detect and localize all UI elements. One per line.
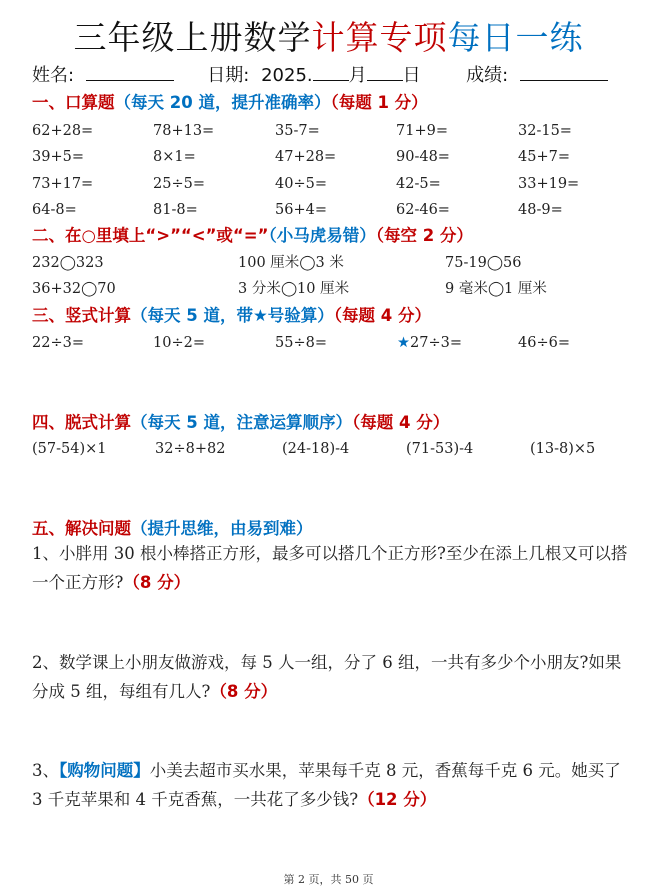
name-label: 姓名:: [32, 65, 75, 86]
day-blank[interactable]: [367, 62, 403, 81]
section-4-subtitle: （每天 5 道，注意运算顺序）: [131, 413, 352, 432]
section-5-title: 五、解决问题: [32, 519, 131, 538]
oral-item: 25÷5=: [153, 176, 205, 192]
section-3-heading: [32, 305, 431, 327]
name-blank[interactable]: [86, 62, 174, 81]
compare-item[interactable]: 9 毫米◯1 厘米: [445, 281, 547, 297]
vertical-calc-item: 10÷2=: [153, 335, 205, 351]
section-3-title: 三、竖式计算: [32, 306, 131, 325]
title-part-daily: 每日一练: [447, 18, 584, 57]
compare-item[interactable]: 36+32◯70: [32, 281, 116, 297]
oral-item: 90-48=: [396, 149, 450, 165]
oral-item: 35-7=: [275, 123, 320, 139]
vertical-calc-starred-text: 27÷3=: [410, 335, 462, 351]
worksheet-title: [0, 16, 657, 60]
section-2-subtitle: （小马虎易错）: [268, 226, 376, 245]
oral-item: 39+5=: [32, 149, 84, 165]
score-blank[interactable]: [520, 62, 608, 81]
stepwise-calc-item: (13-8)×5: [530, 441, 596, 457]
oral-item: 42-5=: [396, 176, 441, 192]
oral-item: 48-9=: [518, 202, 563, 218]
star-icon: ★: [397, 335, 410, 351]
vertical-calc-item: 55÷8=: [275, 335, 327, 351]
word-problem-prefix: 3、: [32, 761, 59, 780]
word-problem-text: 1、小胖用 30 根小棒搭正方形，最多可以搭几个正方形?至少在添上几根又可以搭一个正方形?: [32, 544, 628, 592]
section-4-title: 四、脱式计算: [32, 413, 131, 432]
oral-item: 45+7=: [518, 149, 570, 165]
compare-item[interactable]: 232◯323: [32, 255, 104, 271]
title-part-topic: 计算专项: [311, 18, 448, 57]
vertical-calc-item: 46÷6=: [518, 335, 570, 351]
oral-item: 81-8=: [153, 202, 198, 218]
compare-item[interactable]: 75-19◯56: [445, 255, 522, 271]
word-problem-text: 2、数学课上小朋友做游戏，每 5 人一组，分了 6 组，一共有多少个小朋友?如果分成 5 组，每组有几人?: [32, 653, 622, 701]
stepwise-calc-item: (24-18)-4: [282, 441, 350, 457]
oral-item: 62+28=: [32, 123, 94, 139]
section-2-points: （每空 2 分）: [375, 226, 473, 245]
oral-item: 64-8=: [32, 202, 77, 218]
word-problem-score: （8 分）: [123, 573, 191, 592]
oral-item: 71+9=: [396, 123, 448, 139]
word-problem-2: [32, 648, 632, 706]
oral-item: 33+19=: [518, 176, 580, 192]
stepwise-calc-item: (57-54)×1: [32, 441, 107, 457]
section-2-heading: [32, 225, 473, 247]
vertical-calc-item: 22÷3=: [32, 335, 84, 351]
day-label: 日: [402, 65, 421, 86]
section-1-points: （每题 1 分）: [330, 93, 428, 112]
oral-item: 40÷5=: [275, 176, 327, 192]
oral-item: 73+17=: [32, 176, 94, 192]
section-4-heading: [32, 412, 449, 434]
section-1-title: 一、口算题: [32, 93, 115, 112]
student-info-row: [32, 62, 608, 89]
section-1-subtitle: （每天 20 道，提升准确率）: [114, 93, 331, 112]
word-problem-3: [32, 756, 632, 814]
section-5-subtitle: （提升思维，由易到难）: [131, 519, 313, 538]
section-5-heading: [32, 518, 313, 540]
date-year: 2025.: [261, 65, 313, 86]
oral-item: 78+13=: [153, 123, 215, 139]
oral-item: 32-15=: [518, 123, 572, 139]
oral-item: 47+28=: [275, 149, 337, 165]
stepwise-calc-item: 32÷8+82: [155, 441, 226, 457]
page-footer: 第 2 页，共 50 页: [283, 873, 374, 886]
vertical-calc-item-starred: [397, 333, 462, 353]
oral-item: 62-46=: [396, 202, 450, 218]
section-2-title: 二、在○里填上“>”“<”或“=”: [32, 226, 269, 245]
compare-item[interactable]: 100 厘米◯3 米: [238, 255, 344, 271]
section-4-points: （每题 4 分）: [351, 413, 450, 432]
section-3-subtitle: （每天 5 道，带★号验算）: [131, 306, 334, 325]
stepwise-calc-item: (71-53)-4: [406, 441, 474, 457]
word-problem-score: （8 分）: [210, 682, 278, 701]
section-3-points: （每题 4 分）: [333, 306, 431, 325]
word-problem-score: （12 分）: [358, 790, 437, 809]
oral-item: 56+4=: [275, 202, 327, 218]
date-label: 日期:: [207, 65, 250, 86]
month-blank[interactable]: [313, 62, 349, 81]
month-label: 月: [348, 65, 367, 86]
compare-item[interactable]: 3 分米◯10 厘米: [238, 281, 350, 297]
oral-item: 8×1=: [153, 149, 196, 165]
section-1-heading: [32, 92, 428, 114]
title-part-grade: 三年级上册数学: [73, 18, 312, 57]
score-label: 成绩:: [466, 65, 509, 86]
word-problem-1: [32, 539, 632, 597]
word-problem-text: 小美去超市买水果，苹果每千克 8 元，香蕉每千克 6 元。她买了 3 千克苹果和 4 千克香蕉，一共花了多少钱?: [32, 761, 621, 809]
word-problem-tag: 【购物问题】: [59, 761, 150, 780]
